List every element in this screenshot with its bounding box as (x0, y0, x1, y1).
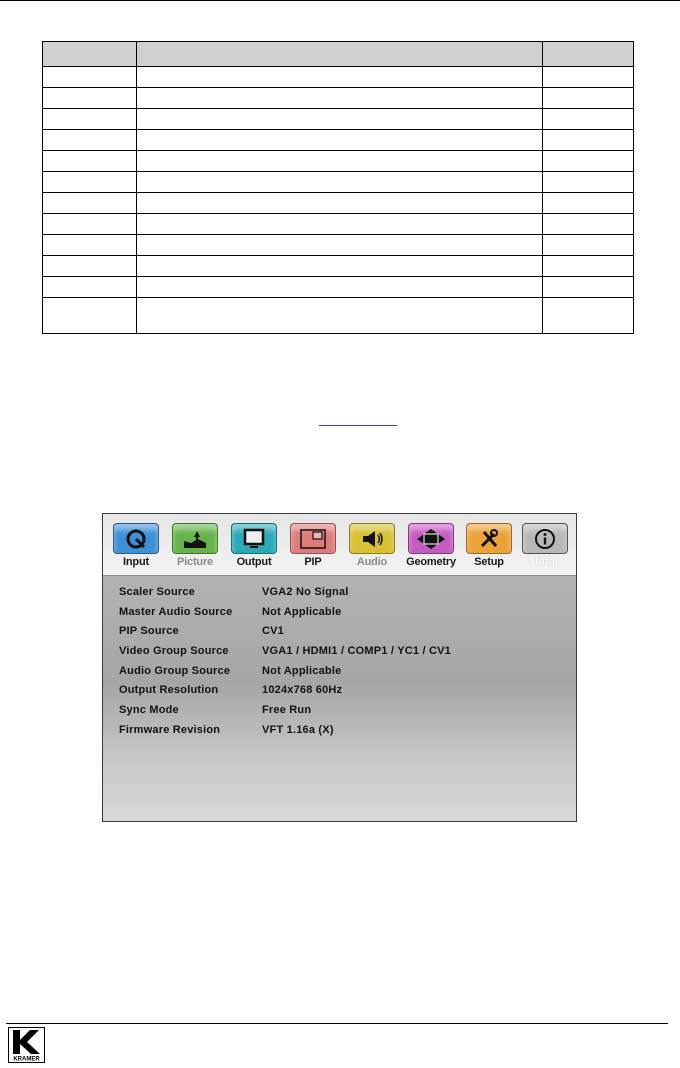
table-row (43, 109, 634, 130)
table-row (43, 67, 634, 88)
tab-label: Input (123, 556, 149, 568)
pip-icon (290, 523, 336, 554)
geometry-icon (408, 523, 454, 554)
info-value: 1024x768 60Hz (262, 684, 343, 697)
speaker-icon (349, 523, 395, 554)
tab-label: Geometry (406, 556, 456, 568)
table-header-row (43, 42, 634, 67)
tab-label: Audio (356, 556, 388, 568)
tab-audio[interactable] (346, 523, 398, 573)
input-icon (113, 523, 159, 554)
tab-pip[interactable] (287, 523, 339, 573)
tab-output[interactable] (228, 523, 280, 573)
tab-label: Info (535, 556, 555, 568)
info-value: Not Applicable (262, 664, 342, 677)
tab-label: Output (236, 556, 272, 568)
info-key: Audio Group Source (119, 664, 231, 677)
osd-info-screenshot (102, 513, 577, 822)
tab-geometry[interactable] (403, 523, 459, 573)
table-row (43, 130, 634, 151)
tab-label: PIP (304, 556, 322, 568)
table-row (43, 256, 634, 277)
info-value: Not Applicable (262, 605, 342, 618)
tab-input[interactable] (110, 523, 162, 573)
picture-icon (172, 523, 218, 554)
info-value: VGA1 / HDMI1 / COMP1 / YC1 / CV1 (262, 645, 451, 658)
table-row (43, 214, 634, 235)
table-row (43, 193, 634, 214)
info-key: Sync Mode (119, 704, 179, 717)
table-row (43, 172, 634, 193)
table-row (43, 88, 634, 109)
info-key: Video Group Source (119, 645, 229, 658)
header-rule (0, 0, 680, 1)
hyperlink-underline[interactable] (319, 425, 397, 426)
tab-picture[interactable] (169, 523, 221, 573)
table-row (43, 298, 634, 334)
tools-icon (466, 523, 512, 554)
info-value: VFT 1.16a (X) (262, 723, 334, 736)
osd-tab-bar (103, 514, 576, 576)
tab-setup[interactable] (463, 523, 515, 573)
svg-text:KRAMER: KRAMER (13, 1056, 40, 1063)
info-key: Scaler Source (119, 586, 195, 598)
info-key: PIP Source (119, 625, 179, 638)
info-key: Firmware Revision (119, 723, 221, 736)
kramer-logo (8, 1027, 45, 1063)
info-icon (522, 523, 568, 554)
info-value: VGA2 No Signal (262, 586, 349, 598)
info-value: CV1 (262, 625, 284, 638)
info-key: Output Resolution (119, 684, 219, 697)
monitor-icon (231, 523, 277, 554)
info-key: Master Audio Source (119, 605, 233, 618)
tab-label: Picture (177, 556, 213, 568)
table-row (43, 151, 634, 172)
tab-label: Setup (474, 556, 504, 568)
table-row (43, 235, 634, 256)
info-value: Free Run (262, 704, 312, 717)
footer-rule (6, 1023, 668, 1024)
document-table (42, 41, 634, 334)
table-row (43, 277, 634, 298)
tab-info[interactable] (519, 523, 571, 573)
